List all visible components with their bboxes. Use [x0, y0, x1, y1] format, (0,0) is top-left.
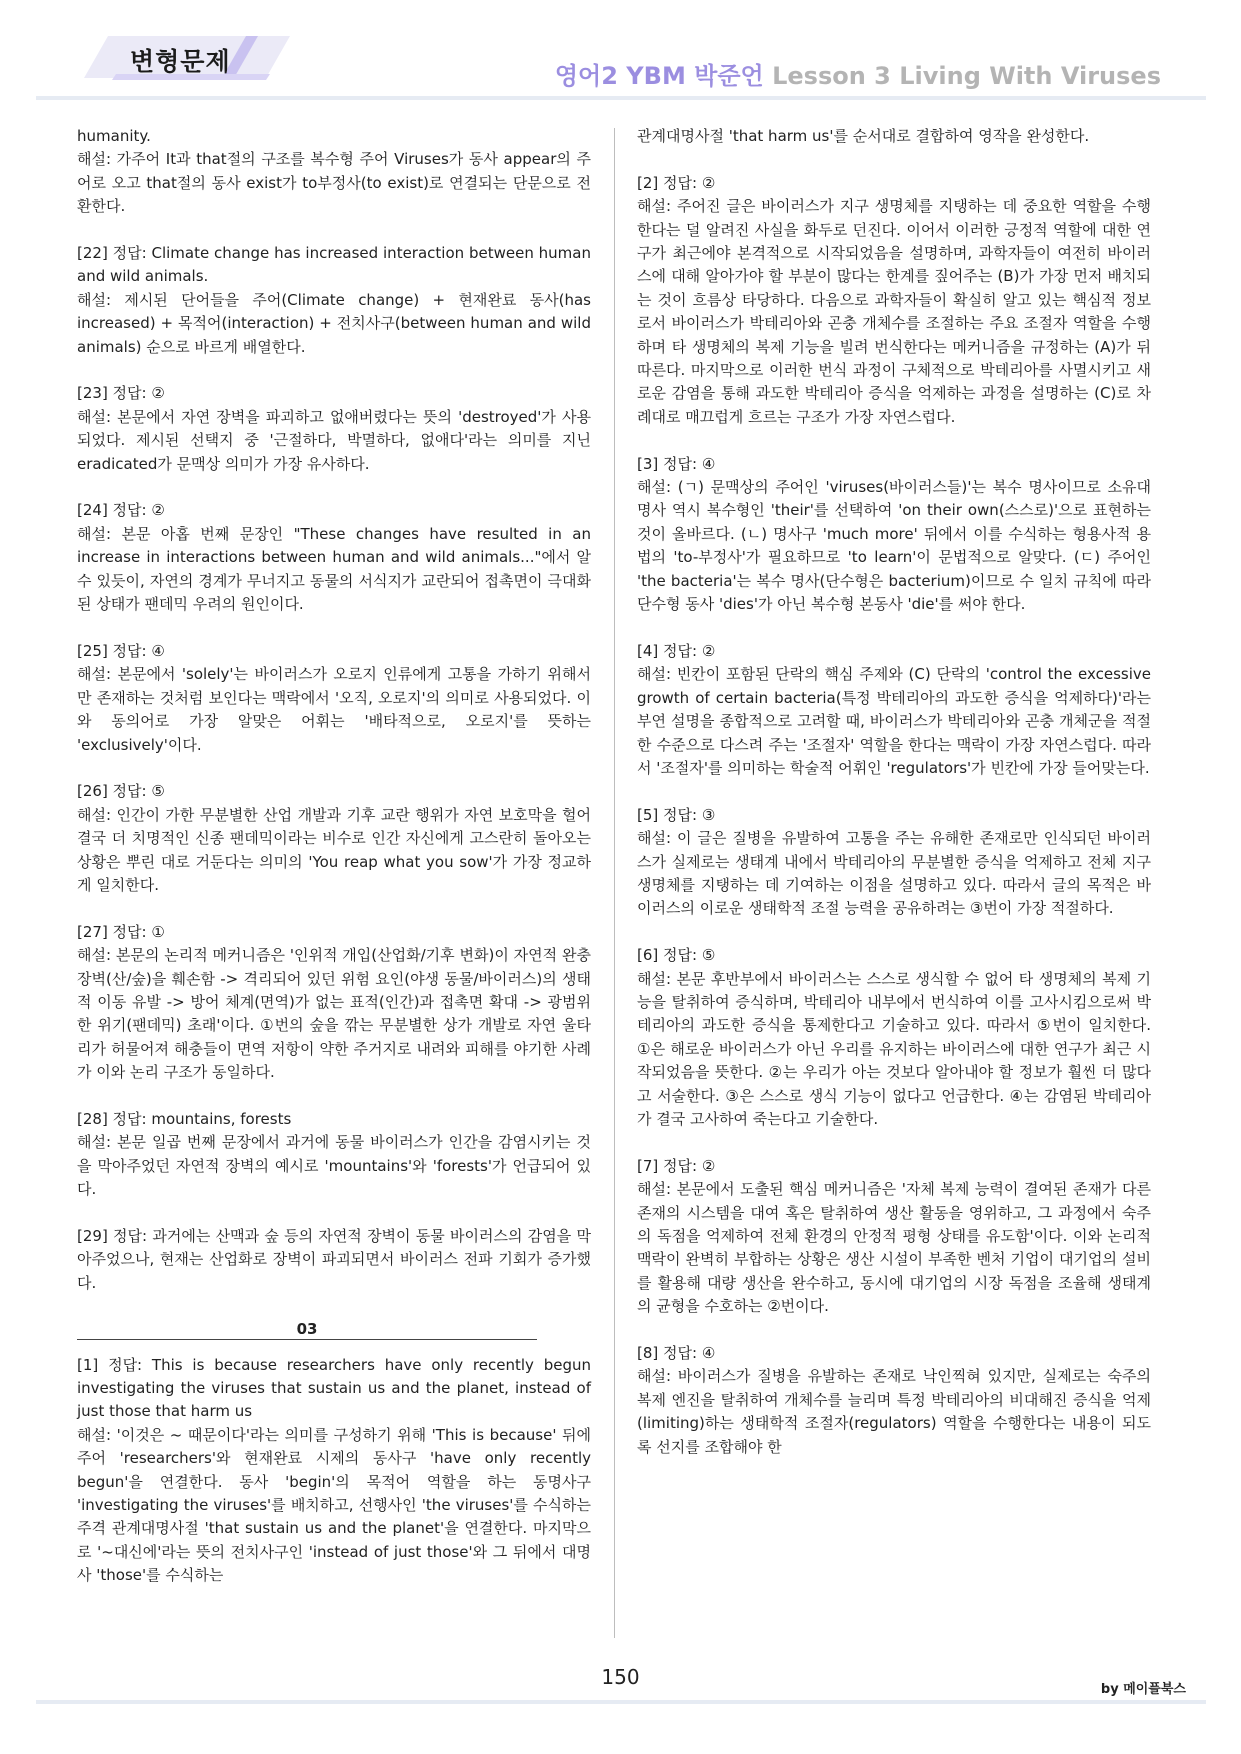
explanation-text: 해설: 빈칸이 포함된 단락의 핵심 주제와 (C) 단락의 'control the excessive growth of certain bacteria(특정 박테리아의 과도한 증식을 억제하다)'라는 부연 설명을 종합적으로 고려할 때, 바이러스가 박테리아와 곤충 개체군을 적절한 수준으로 다스려 주는 '조절자' 역할을 한다는 맥락이 가장 자연스럽다. 따라서 '조절자'를 의미하는 학술적 어휘인 'regulators'가 빈칸에 가장 들어맞는다.	[637, 665, 1151, 777]
answer-text: [26] 정답: ⑤	[77, 782, 165, 801]
answer-text: [3] 정답: ④	[637, 454, 716, 473]
header-title-lesson: Lesson 3 Living With Viruses	[772, 62, 1161, 90]
left-column	[77, 125, 591, 1588]
answer-block	[77, 499, 591, 616]
explanation-text: 해설: 제시된 단어들을 주어(Climate change) + 현재완료 동사(has increased) + 목적어(interaction) + 전치사구(between human and wild animals) 순으로 바르게 배열한다.	[77, 290, 591, 356]
header-title	[555, 56, 1161, 91]
answer-block	[637, 944, 1151, 1131]
answer-block	[77, 921, 591, 1085]
answer-block	[77, 1354, 591, 1588]
answer-text: humanity.	[77, 127, 151, 145]
answer-text: [8] 정답: ④	[637, 1344, 716, 1363]
section-number: 03	[77, 1319, 537, 1340]
answer-block	[77, 1108, 591, 1202]
explanation-text: 해설: (ㄱ) 문맥상의 주어인 'viruses(바이러스들)'는 복수 명사이므로 소유대명사 역시 복수형인 'their'를 선택하여 'on their own(스스로)'으로 표현하는 것이 올바르다. (ㄴ) 명사구 'much more' 뒤에서 이를 수식하는 형용사적 용법의 'to-부정사'가 필요하므로 'to learn'이 문법적으로 알맞다. (ㄷ) 주어인 'the bacteria'는 복수 명사(단수형은 bacterium)이므로 수 일치 규칙에 따라 단수형 동사 'dies'가 아닌 복수형 본동사 'die'를 써야 한다.	[637, 478, 1151, 614]
section-tag: 변형문제	[130, 47, 231, 76]
explanation-text: 해설: 본문 아홉 번째 문장인 "These changes have resulted in an increase in interactions between human and wild animals..."에서 알 수 있듯이, 자연의 경계가 무너지고 동물의 서식지가 교란되어 접촉면이 극대화된 상태가 팬데믹 우려의 원인이다.	[77, 524, 591, 614]
answer-block	[637, 172, 1151, 429]
answer-block	[637, 1342, 1151, 1459]
answer-text: [6] 정답: ⑤	[637, 946, 716, 965]
answer-block	[77, 780, 591, 897]
header-rule	[36, 96, 1206, 100]
explanation-text: 해설: 바이러스가 질병을 유발하는 존재로 낙인찍혀 있지만, 실제로는 숙주의 복제 엔진을 탈취하여 개체수를 늘리며 특정 박테리아의 비대해진 증식을 억제(limiting)하는 생태학적 조절자(regulators) 역할을 수행한다는 내용이 되도록 선지를 조합해야 한	[637, 1367, 1151, 1456]
answer-block	[77, 1225, 591, 1295]
explanation-text: 해설: 가주어 It과 that절의 구조를 복수형 주어 Viruses가 동사 appear의 주어로 오고 that절의 동사 exist가 to부정사(to exist)로 연결되는 단문으로 전환한다.	[77, 150, 591, 216]
answer-text: [27] 정답: ①	[77, 922, 165, 941]
answer-block	[77, 382, 591, 476]
explanation-text: 해설: 인간이 가한 무분별한 산업 개발과 기후 교란 행위가 자연 보호막을 헐어 결국 더 치명적인 신종 팬데믹이라는 비수로 인간 자신에게 고스란히 돌아오는 상황은 뿌린 대로 거둔다는 의미의 'You reap what you sow'가 가장 정교하게 일치한다.	[77, 805, 591, 894]
answer-text: [28] 정답: mountains, forests	[77, 1109, 292, 1128]
column-divider	[614, 128, 615, 1638]
explanation-text: 해설: 이 글은 질병을 유발하여 고통을 주는 유해한 존재로만 인식되던 바이러스가 실제로는 생태계 내에서 박테리아의 무분별한 증식을 억제하고 전체 지구 생명체를 지탱하는 데 기여하는 이점을 설명하고 있다. 따라서 글의 목적은 바이러스의 이로운 생태학적 조절 능력을 공유하려는 ③번이 가장 적절하다.	[637, 829, 1151, 918]
explanation-text: 해설: 본문의 논리적 메커니즘은 '인위적 개입(산업화/기후 변화)이 자연적 완충 장벽(산/숲)을 훼손함 -> 격리되어 있던 위험 요인(야생 동물/바이러스)의 생태적 이동 유발 -> 방어 체계(면역)가 없는 표적(인간)과 접촉면 확대 -> 광범위한 위기(팬데믹) 초래'이다. ①번의 숲을 깎는 무분별한 상가 개발로 자연 울타리가 허물어져 해충들이 면역 저항이 약한 주거지로 내려와 피해를 야기한 사례가 이와 논리 구조가 동일하다.	[77, 946, 591, 1082]
answer-text: [25] 정답: ④	[77, 641, 165, 660]
answer-text: [4] 정답: ②	[637, 641, 716, 660]
answer-block	[637, 125, 1151, 148]
explanation-text: 해설: 본문에서 자연 장벽을 파괴하고 없애버렸다는 뜻의 'destroyed'가 사용되었다. 제시된 선택지 중 '근절하다, 박멸하다, 없애다'라는 의미를 지닌 eradicated가 문맥상 의미가 가장 유사하다.	[77, 407, 591, 473]
footer-rule	[36, 1700, 1206, 1704]
answer-text: [5] 정답: ③	[637, 805, 716, 824]
answer-block	[77, 640, 591, 757]
header-title-accent: 영어2 YBM 박준언	[554, 62, 764, 90]
answer-block	[637, 1155, 1151, 1319]
explanation-text: 해설: 본문에서 도출된 핵심 메커니즘은 '자체 복제 능력이 결여된 존재가 다른 존재의 시스템을 대여 혹은 탈취하여 생산 활동을 영위하고, 그 과정에서 숙주의 독점을 억제하여 전체 환경의 안정적 평형 상태를 유도함'이다. 이와 논리적 맥락이 완벽히 부합하는 상황은 생산 시설이 부족한 벤처 기업이 대기업의 설비를 활용해 대량 생산을 완수하고, 동시에 대기업의 시장 독점을 조율해 생태계의 균형을 수호하는 ②번이다.	[637, 1180, 1151, 1316]
answer-block	[637, 640, 1151, 780]
explanation-text: 해설: 본문 후반부에서 바이러스는 스스로 생식할 수 없어 타 생명체의 복제 기능을 탈취하여 증식하며, 박테리아 내부에서 번식하여 이를 고사시킴으로써 박테리아의 과도한 증식을 통제한다고 기술하고 있다. 따라서 ⑤번이 일치한다. ①은 해로운 바이러스가 아닌 우리를 유지하는 바이러스에 대한 연구가 최근 시작되었음을 뜻한다. ②는 우리가 아는 것보다 알아내야 할 정보가 훨씬 더 많다고 서술한다. ③은 스스로 생식 기능이 없다고 언급한다. ④는 감염된 박테리아가 결국 고사하여 죽는다고 기술한다.	[637, 969, 1151, 1128]
answer-text: [1] 정답: This is because researchers have only recently begun investigating the viruses that sustain us and the planet, instead of just those that harm us	[77, 1355, 591, 1421]
page-number: 150	[601, 1665, 640, 1689]
footer-brand: by 메이플북스	[1100, 1682, 1186, 1697]
answer-text: [23] 정답: ②	[77, 384, 165, 403]
right-column	[637, 125, 1151, 1459]
answer-block	[77, 125, 591, 219]
answer-text: [2] 정답: ②	[637, 173, 716, 192]
answer-block	[637, 804, 1151, 921]
explanation-text: 해설: '이것은 ~ 때문이다'라는 의미를 구성하기 위해 'This is because' 뒤에 주어 'researchers'와 현재완료 시제의 동사구 'have only recently begun'을 연결한다. 동사 'begin'의 목적어 역할을 하는 동명사구 'investigating the viruses'를 배치하고, 선행사인 'the viruses'를 수식하는 주격 관계대명사절 'that sustain us and the planet'을 연결한다. 마지막으로 '~대신에'라는 뜻의 전치사구인 'instead of just those'와 그 뒤에서 대명사 'those'를 수식하는	[77, 1425, 591, 1585]
answer-text: [29] 정답: 과거에는 산맥과 숲 등의 자연적 장벽이 동물 바이러스의 감염을 막아주었으나, 현재는 산업화로 장벽이 파괴되면서 바이러스 전파 기회가 증가했다.	[77, 1226, 591, 1292]
answer-block	[637, 453, 1151, 617]
explanation-text: 해설: 본문 일곱 번째 문장에서 과거에 동물 바이러스가 인간을 감염시키는 것을 막아주었던 자연적 장벽의 예시로 'mountains'와 'forests'가 언급되어 있다.	[77, 1133, 591, 1199]
explanation-text: 해설: 본문에서 'solely'는 바이러스가 오로지 인류에게 고통을 가하기 위해서만 존재하는 것처럼 보인다는 맥락에서 '오직, 오로지'의 의미로 사용되었다. 이와 동의어로 가장 알맞은 어휘는 '배타적으로, 오로지'를 뜻하는 'exclusively'이다.	[77, 665, 591, 754]
explanation-text: 해설: 주어진 글은 바이러스가 지구 생명체를 지탱하는 데 중요한 역할을 수행한다는 덜 알려진 사실을 화두로 던진다. 이어서 이러한 긍정적 역할에 대한 연구가 최근에야 본격적으로 시작되었음을 설명하며, 과학자들이 여전히 바이러스에 대해 알아가야 할 부분이 많다는 한계를 짚어주는 (B)가 가장 먼저 배치되는 것이 흐름상 타당하다. 다음으로 과학자들이 확실히 알고 있는 핵심적 정보로서 바이러스가 박테리아와 곤충 개체수를 조절하는 주요 조절자 역할을 수행하며 타 생명체의 복제 기능을 빌려 번식한다는 메커니즘을 규정하는 (A)가 뒤따른다. 마지막으로 이러한 번식 과정이 구체적으로 박테리아를 사멸시키고 새로운 감염을 통해 과도한 박테리아 증식을 억제하는 과정을 설명하는 (C)로 차례대로 매끄럽게 흐르는 구조가 가장 자연스럽다.	[637, 197, 1151, 426]
answer-text: [24] 정답: ②	[77, 501, 165, 520]
answer-text: [7] 정답: ②	[637, 1156, 716, 1175]
answer-block	[77, 242, 591, 359]
explanation-text: 관계대명사절 'that harm us'를 순서대로 결합하여 영작을 완성한다.	[637, 127, 1090, 145]
answer-text: [22] 정답: Climate change has increased interaction between human and wild animals.	[77, 244, 591, 286]
